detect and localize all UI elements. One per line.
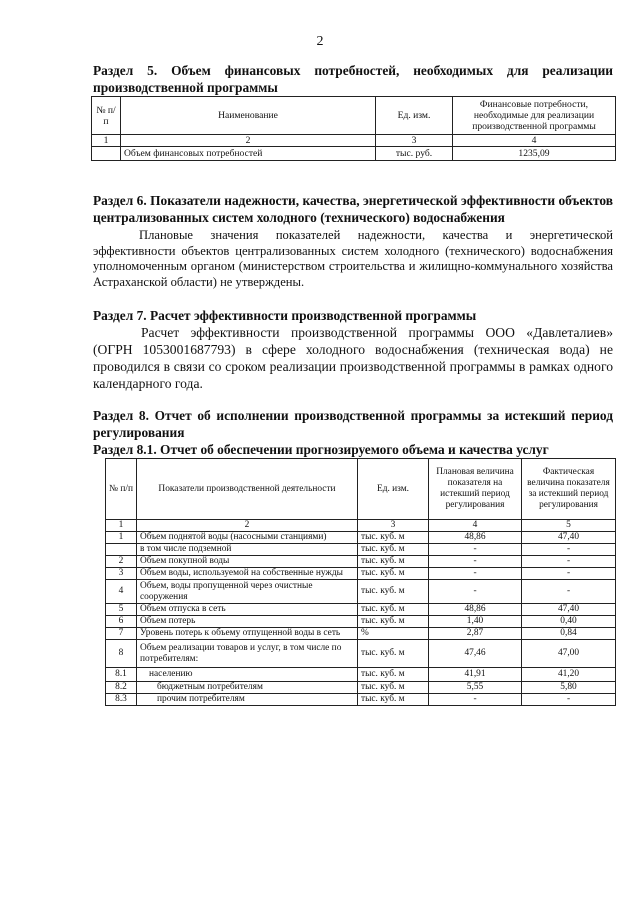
table-row (106, 568, 616, 580)
s8-row-fact: 5,80 (522, 682, 616, 694)
s5-header-value: Финансовые потребности, необходимые для реализации производственной программы (453, 97, 616, 135)
s5-colnum-4: 4 (453, 135, 616, 147)
s8-colnum-5: 5 (522, 520, 616, 532)
table-row (106, 640, 616, 668)
s5-row-unit: тыс. руб. (376, 147, 453, 161)
s8-row-plan: 41,91 (429, 668, 522, 682)
s5-row-num (92, 147, 121, 161)
s8-header-unit: Ед. изм. (358, 459, 429, 520)
s8-row-name: Объем реализации товаров и услуг, в том числе по потребителям: (137, 640, 358, 668)
s8-row-fact: - (522, 694, 616, 706)
s8-row-plan: 2,87 (429, 628, 522, 640)
s8-row-unit: тыс. куб. м (358, 668, 429, 682)
s8-row-num: 4 (106, 580, 137, 604)
s8-row-name: Уровень потерь к объему отпущенной воды в сеть (137, 628, 358, 640)
s8-row-plan: 5,55 (429, 682, 522, 694)
s8-row-unit: тыс. куб. м (358, 616, 429, 628)
s8-row-unit: тыс. куб. м (358, 556, 429, 568)
table-row (106, 694, 616, 706)
s5-header-num: № п/п (92, 97, 121, 135)
s8-colnum-3: 3 (358, 520, 429, 532)
section5-table (91, 96, 616, 161)
s8-row-name: прочим потребителям (137, 694, 358, 706)
section7-text: Расчет эффективности производственной программы ООО «Давлеталиев» (ОГРН 1053001687793) в сфере холодного водоснабжения (техническая вода) не проводился в связи со сроком реализации производственной программы в рамках одного календарного года. (93, 325, 613, 391)
s8-row-num: 2 (106, 556, 137, 568)
s8-row-unit: тыс. куб. м (358, 580, 429, 604)
s8-row-unit: тыс. куб. м (358, 532, 429, 544)
table-row (106, 556, 616, 568)
s8-row-plan: - (429, 556, 522, 568)
table-row (106, 628, 616, 640)
s8-row-fact: - (522, 544, 616, 556)
s8-row-num: 7 (106, 628, 137, 640)
s8-row-name: Объем поднятой воды (насосными станциями) (137, 532, 358, 544)
s8-header-name: Показатели производственной деятельности (137, 459, 358, 520)
s8-row-plan: 48,86 (429, 604, 522, 616)
s8-colnum-4: 4 (429, 520, 522, 532)
section8-subheading: Раздел 8.1. Отчет об обеспечении прогнозируемого объема и качества услуг (93, 442, 549, 457)
s8-row-fact: - (522, 568, 616, 580)
s8-row-fact: 41,20 (522, 668, 616, 682)
s8-row-fact: 47,00 (522, 640, 616, 668)
s8-colnum-2: 2 (137, 520, 358, 532)
page-number: 2 (316, 34, 324, 49)
s8-header-plan: Плановая величина показателя на истекший период регулирования (429, 459, 522, 520)
s8-row-unit: тыс. куб. м (358, 604, 429, 616)
table-row (106, 604, 616, 616)
table-row (106, 544, 616, 556)
s8-row-name: Объем воды, используемой на собственные нужды (137, 568, 358, 580)
s8-row-plan: - (429, 580, 522, 604)
s8-row-name: Объем покупной воды (137, 556, 358, 568)
section8-table (105, 458, 616, 706)
s8-row-unit: тыс. куб. м (358, 568, 429, 580)
s8-row-unit: тыс. куб. м (358, 640, 429, 668)
s5-header-unit: Ед. изм. (376, 97, 453, 135)
s8-row-num: 3 (106, 568, 137, 580)
s8-row-name: Объем отпуска в сеть (137, 604, 358, 616)
table-row (106, 682, 616, 694)
s8-row-fact: 0,40 (522, 616, 616, 628)
s5-row-value: 1235,09 (453, 147, 616, 161)
s8-row-num: 8.1 (106, 668, 137, 682)
s8-row-fact: - (522, 556, 616, 568)
section6-heading: Раздел 6. Показатели надежности, качества, энергетической эффективности объектов централизованных систем холодного (технического) водоснабжения (93, 193, 613, 225)
s5-row-name: Объем финансовых потребностей (121, 147, 376, 161)
s8-row-unit: тыс. куб. м (358, 694, 429, 706)
s8-header-num: № п/п (106, 459, 137, 520)
s8-row-name: Объем потерь (137, 616, 358, 628)
s8-row-name: Объем, воды пропущенной через очистные сооружения (137, 580, 358, 604)
s5-colnum-2: 2 (121, 135, 376, 147)
s8-row-unit: % (358, 628, 429, 640)
s5-colnum-1: 1 (92, 135, 121, 147)
s8-colnum-1: 1 (106, 520, 137, 532)
s8-row-fact: 0,84 (522, 628, 616, 640)
s8-row-plan: - (429, 544, 522, 556)
s8-row-num: 6 (106, 616, 137, 628)
s8-row-plan: 1,40 (429, 616, 522, 628)
s8-row-name: в том числе подземной (137, 544, 358, 556)
s8-row-num: 1 (106, 532, 137, 544)
s8-row-plan: 48,86 (429, 532, 522, 544)
s8-row-num: 8 (106, 640, 137, 668)
s8-row-plan: 47,46 (429, 640, 522, 668)
section5-heading: Раздел 5. Объем финансовых потребностей, необходимых для реализации производственной программы (93, 63, 613, 95)
s8-row-num: 8.3 (106, 694, 137, 706)
table-row (106, 668, 616, 682)
s8-row-fact: 47,40 (522, 532, 616, 544)
section8-heading: Раздел 8. Отчет об исполнении производственной программы за истекший период регулирования (93, 408, 613, 440)
s8-row-fact: 47,40 (522, 604, 616, 616)
s5-header-name: Наименование (121, 97, 376, 135)
s8-row-plan: - (429, 694, 522, 706)
s8-header-fact: Фактическая величина показателя за истекший период регулирования (522, 459, 616, 520)
table-row (106, 580, 616, 604)
s8-row-plan: - (429, 568, 522, 580)
s8-row-num: 5 (106, 604, 137, 616)
s8-row-num: 8.2 (106, 682, 137, 694)
s8-row-fact: - (522, 580, 616, 604)
s8-row-num (106, 544, 137, 556)
table-row (106, 616, 616, 628)
s8-row-name: населению (137, 668, 358, 682)
table-row (106, 532, 616, 544)
s5-colnum-3: 3 (376, 135, 453, 147)
s8-row-name: бюджетным потребителям (137, 682, 358, 694)
s8-row-unit: тыс. куб. м (358, 544, 429, 556)
section7-heading: Раздел 7. Расчет эффективности производственной программы (93, 308, 477, 323)
s8-row-unit: тыс. куб. м (358, 682, 429, 694)
section6-text: Плановые значения показателей надежности, качества и энергетической эффективности объектов централизованных систем холодного (технического) водоснабжения уполномоченным органом (министерством строительства и жилищно-коммунального хозяйства Астраханской области) не утверждены. (93, 228, 613, 289)
